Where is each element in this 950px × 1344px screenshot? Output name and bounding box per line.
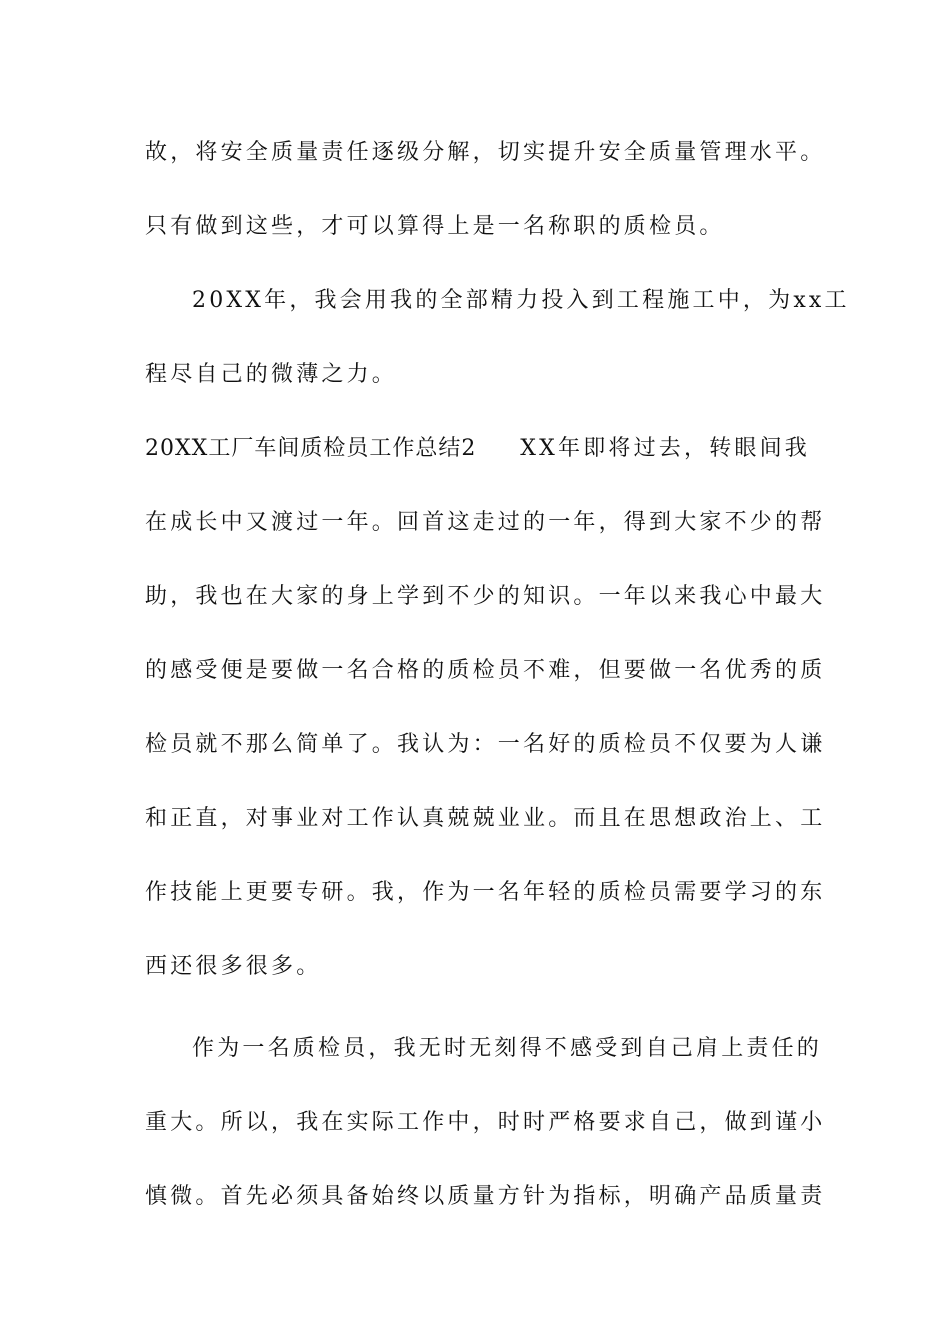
paragraph-line: 慎微。首先必须具备始终以质量方针为指标，明确产品质量责 (145, 1184, 826, 1209)
paragraph-line: 西还很多很多。 (145, 954, 322, 979)
paragraph-line: 程尽自己的微薄之力。 (145, 362, 398, 387)
paragraph-line: 只有做到这些，才可以算得上是一名称职的质检员。 (145, 214, 725, 239)
section-title: 20XX工厂车间质检员工作总结2 (145, 436, 477, 461)
paragraph-line: 20XX年，我会用我的全部精力投入到工程施工中，为xx工 (192, 288, 850, 313)
paragraph-line: 和正直，对事业对工作认真兢兢业业。而且在思想政治上、工 (145, 806, 826, 831)
section-continuation: XX年即将过去，转眼间我 (520, 436, 810, 461)
section-heading-line (145, 432, 810, 466)
paragraph-line: 的感受便是要做一名合格的质检员不难，但要做一名优秀的质 (145, 658, 826, 683)
paragraph-line: 在成长中又渡过一年。回首这走过的一年，得到大家不少的帮 (145, 510, 826, 535)
paragraph-line: 故，将安全质量责任逐级分解，切实提升安全质量管理水平。 (145, 140, 826, 165)
paragraph-line: 作为一名质检员，我无时无刻得不感受到自己肩上责任的 (192, 1036, 823, 1061)
paragraph-line: 检员就不那么简单了。我认为：一名好的质检员不仅要为人谦 (145, 732, 826, 757)
paragraph-line: 作技能上更要专研。我，作为一名年轻的质检员需要学习的东 (145, 880, 826, 905)
paragraph-line: 重大。所以，我在实际工作中，时时严格要求自己，做到谨小 (145, 1110, 826, 1135)
paragraph-line: 助，我也在大家的身上学到不少的知识。一年以来我心中最大 (145, 584, 826, 609)
